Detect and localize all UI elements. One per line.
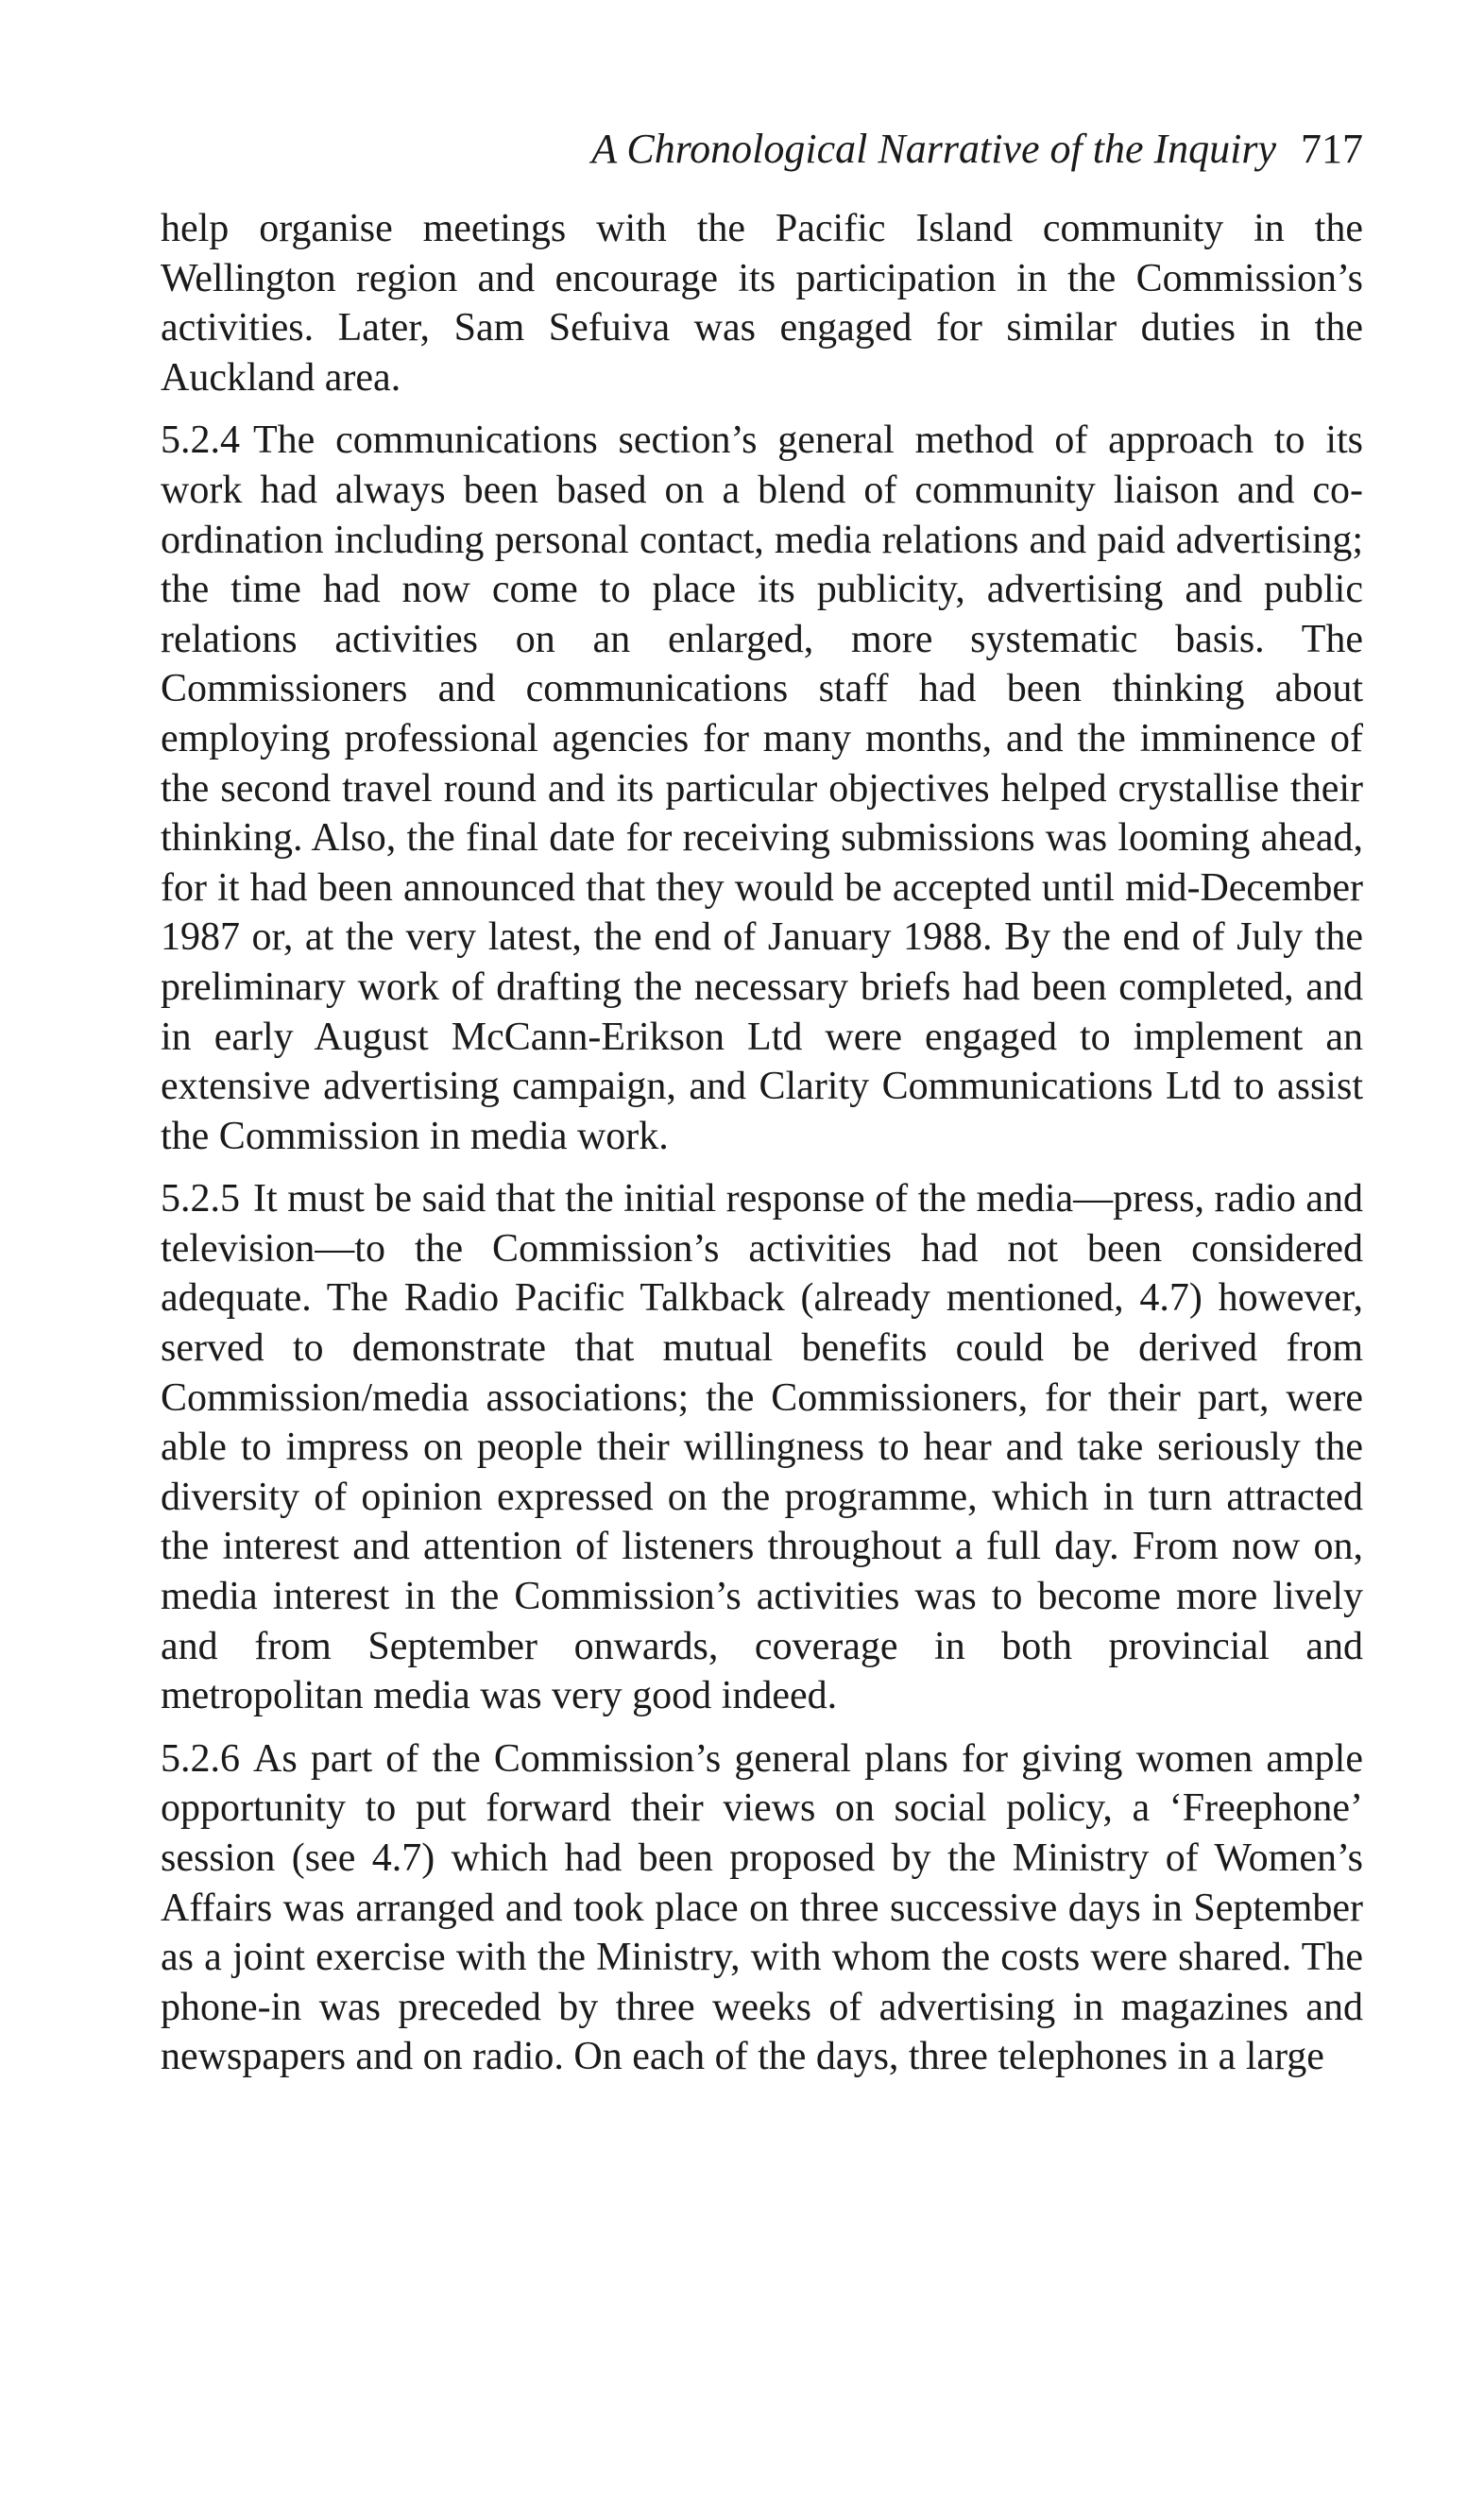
section-number: 5.2.5 xyxy=(161,1177,240,1221)
paragraph-continuation xyxy=(161,204,1363,402)
paragraph-text: It must be said that the initial response of the media—press, radio and television—to the Commission’s activities had not been considered adequate. The Radio Pacific Talkback (already mentioned, 4.7) however, served to demonstrate that mutual benefits could be derived from Commission/media associations; the Commissioners, for their part, were able to impress on people their willingness to hear and take seriously the diversity of opinion expressed on the programme, which in turn attracted the interest and attention of listeners throughout a full day. From now on, media interest in the Commission’s activities was to become more lively and from September onwards, coverage in both provincial and metropolitan media was very good indeed. xyxy=(161,1177,1363,1718)
body-text xyxy=(161,204,1363,2095)
paragraph-text: The communications section’s general method of approach to its work had always been based on a blend of community liaison and co-ordination including personal contact, media relations and paid advertising; the time had now come to place its publicity, advertising and public relations activities on an enlarged, more systematic basis. The Commissioners and communications staff had been thinking about employing professional agencies for many months, and the imminence of the second travel round and its particular objectives helped crystallise their thinking. Also, the final date for receiving submissions was looming ahead, for it had been announced that they would be accepted until mid-December 1987 or, at the very latest, the end of January 1988. By the end of July the preliminary work of drafting the necessary briefs had been completed, and in early August McCann-Erikson Ltd were engaged to implement an extensive advertising campaign, and Clarity Communications Ltd to assist the Commission in media work. xyxy=(161,418,1363,1158)
paragraph-5-2-6 xyxy=(161,1734,1363,2082)
paragraph-5-2-4 xyxy=(161,416,1363,1161)
paragraph-text: help organise meetings with the Pacific Island community in the Wellington region and encourage its participation in the Commission’s activities. Later, Sam Sefuiva was engaged for similar duties in the Auckland area. xyxy=(161,207,1363,400)
running-title: A Chronological Narrative of the Inquiry xyxy=(591,126,1276,172)
paragraph-5-2-5 xyxy=(161,1174,1363,1721)
section-number: 5.2.6 xyxy=(161,1736,240,1781)
paragraph-text: As part of the Commission’s general plans for giving women ample opportunity to put forward their views on social policy, a ‘Freephone’ session (see 4.7) which had been proposed by the Ministry of Women’s Affairs was arranged and took place on three successive days in September as a joint exercise with the Ministry, with whom the costs were shared. The phone-in was preceded by three weeks of advertising in magazines and newspapers and on radio. On each of the days, three telephones in a large xyxy=(161,1736,1363,2079)
section-number: 5.2.4 xyxy=(161,418,240,463)
running-head xyxy=(161,121,1363,178)
page-number: 717 xyxy=(1301,126,1363,172)
